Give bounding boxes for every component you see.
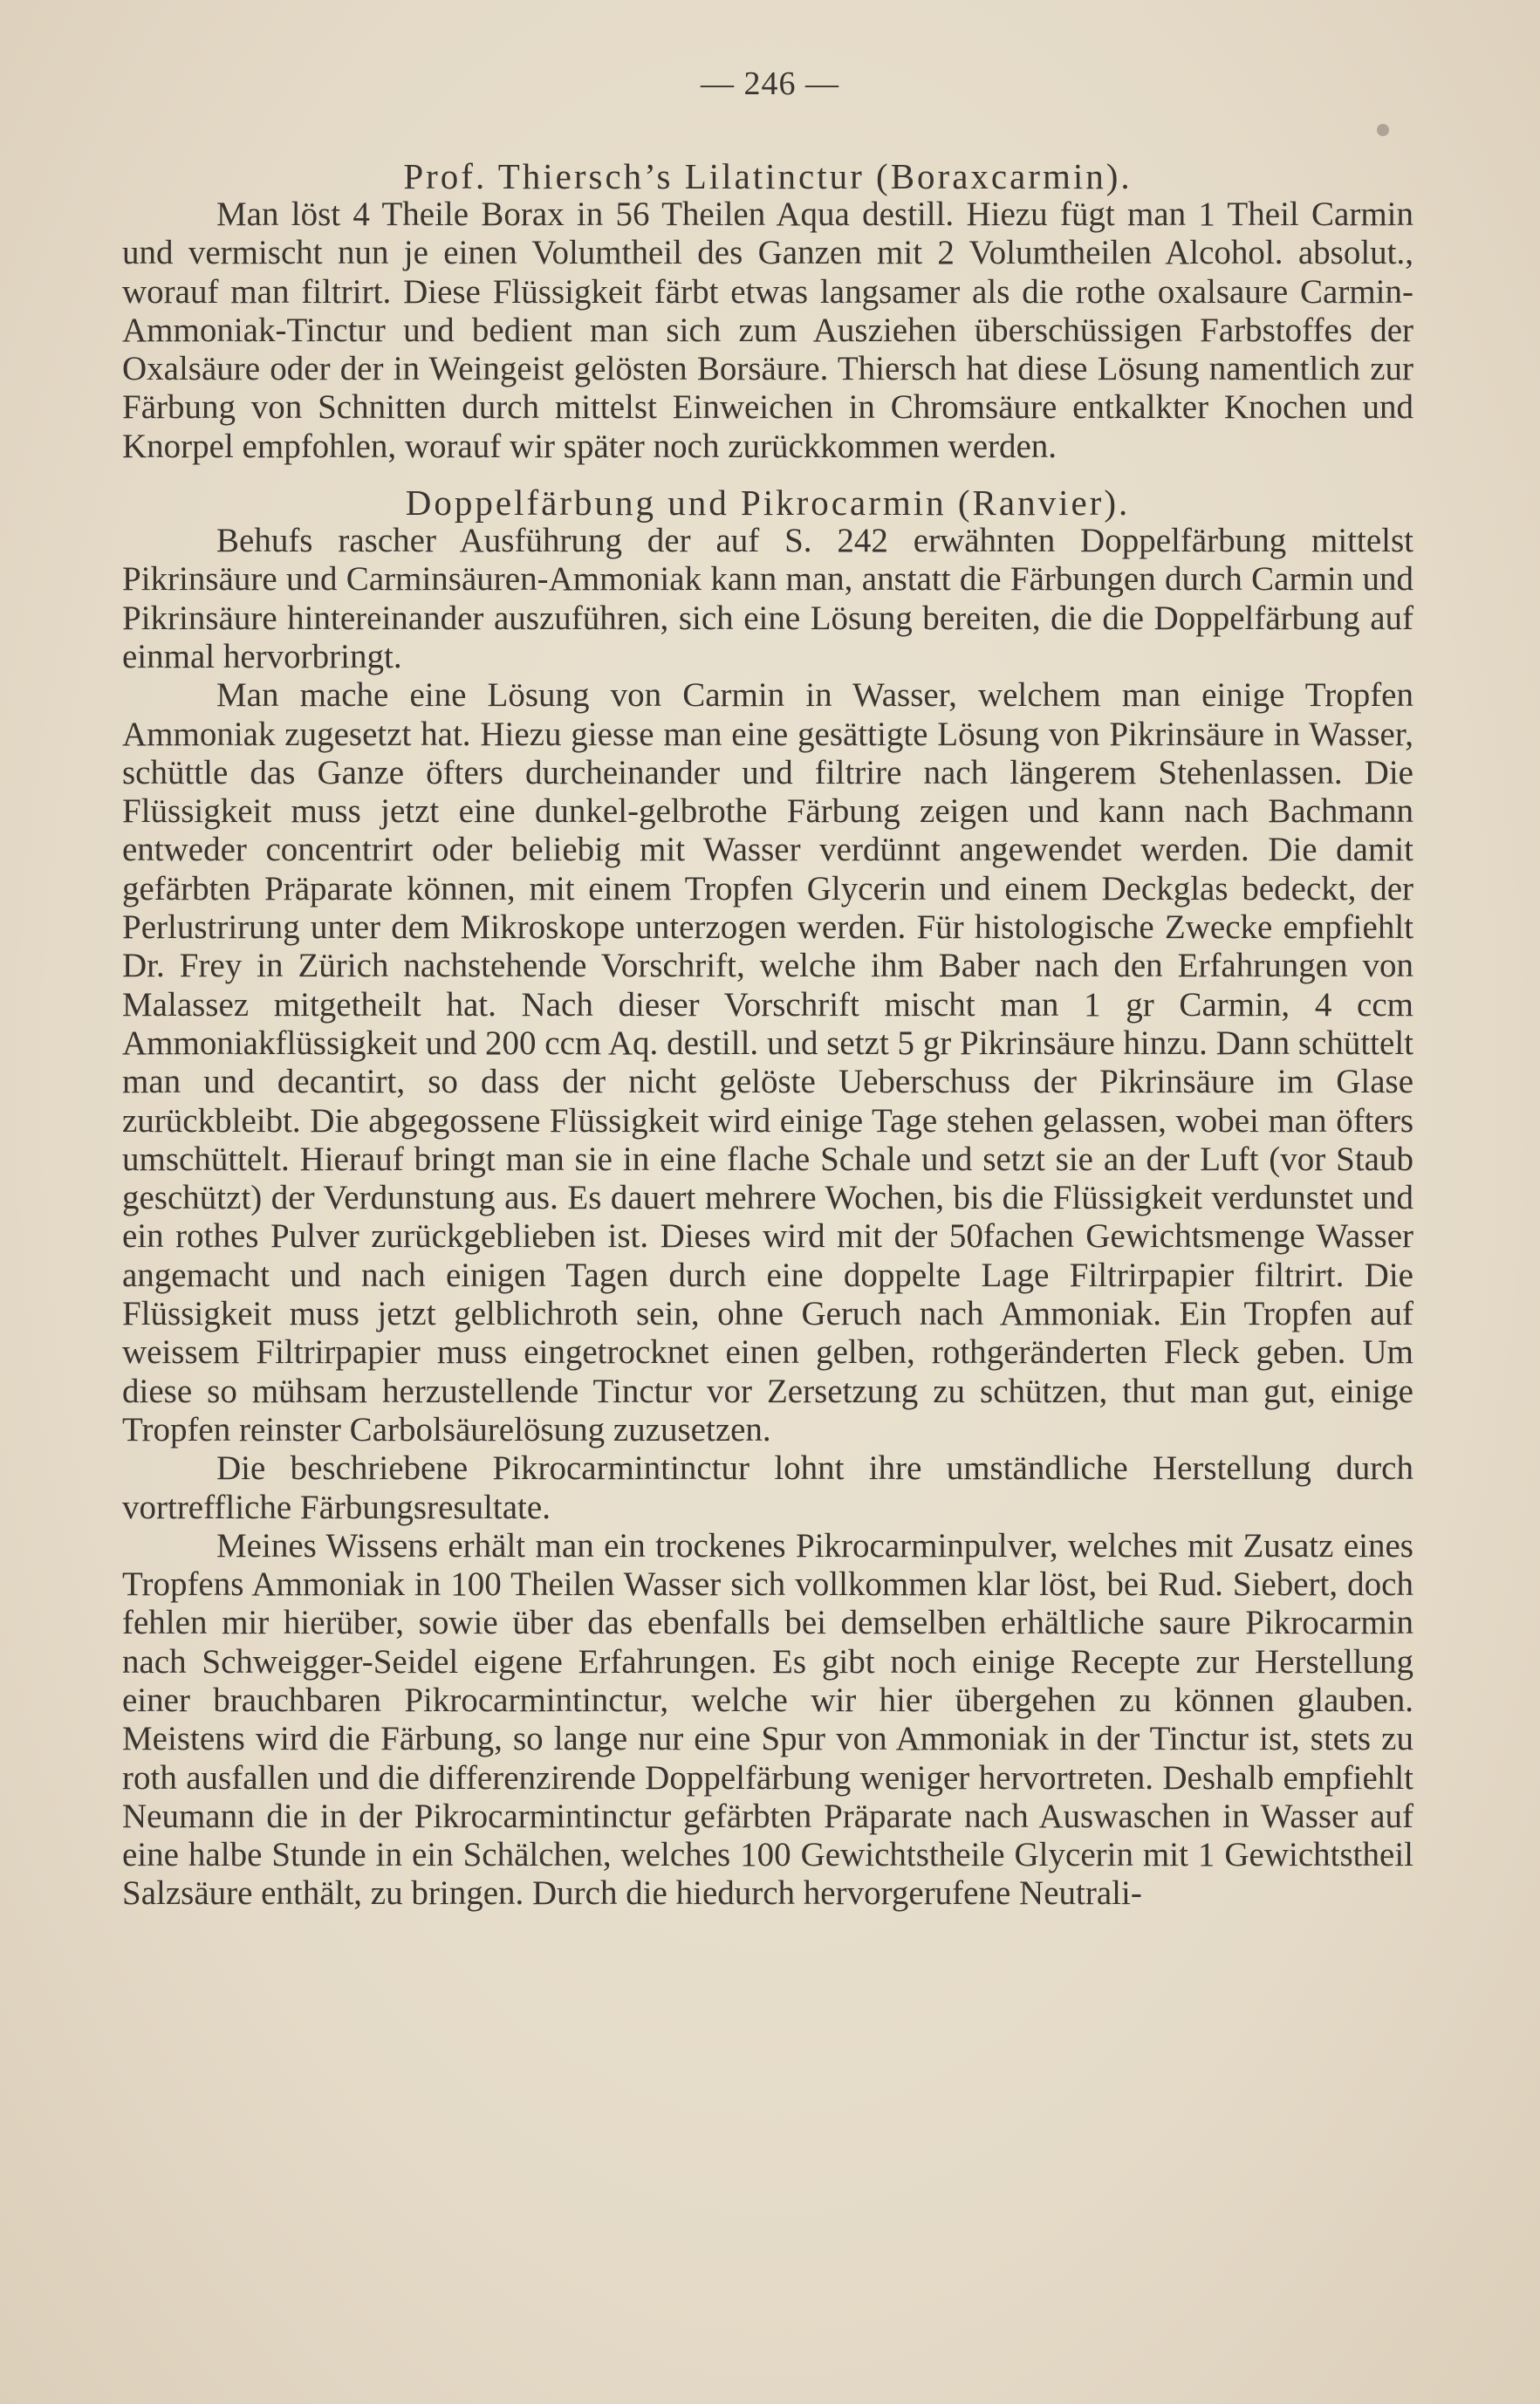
section-heading-pikrocarmin: Doppelfärbung und Pikrocarmin (Ranvier). [405, 483, 1131, 524]
paragraph-doppelfaerbung-intro: Behufs rascher Ausführung der auf S. 242 erwähnten Doppelfärbung mittelst Pikrinsäure und Carminsäuren-Ammoniak kann man, anstatt die Färbungen durch Carmin und Pikrinsäure hintereinander auszuführen, sich eine Lösung bereiten, die die Doppelfärbung auf einmal hervorbringt. [122, 522, 1413, 675]
paragraph-pikrocarmin-recipe: Man mache eine Lösung von Carmin in Wasser, welchem man einige Tropfen Ammoniak zugesetzt hat. Hiezu giesse man eine gesättigte Lösung von Pikrinsäure in Wasser, schüttle das Ganze öfters durcheinander und filtrire nach längerem Stehenlassen. Die Flüssigkeit muss jetzt eine dunkel-gelbrothe Färbung zeigen und kann nach Bachmann entweder concentrirt oder beliebig mit Wasser verdünnt angewendet werden. Die damit gefärbten Präparate können, mit einem Tropfen Glycerin und einem Deckglas bedeckt, der Perlustrirung unter dem Mikroskope unterzogen werden. Für histologische Zwecke empfiehlt Dr. Frey in Zürich nachstehende Vorschrift, welche ihm Baber nach den Erfahrungen von Malassez mitgetheilt hat. Nach dieser Vorschrift mischt man 1 gr Carmin, 4 ccm Ammoniakflüssigkeit und 200 ccm Aq. destill. und setzt 5 gr Pikrinsäure hinzu. Dann schüttelt man und decantirt, so dass der nicht gelöste Ueberschuss der Pikrinsäure im Glase zurückbleibt. Die abgegossene Flüssigkeit wird einige Tage stehen gelassen, wobei man öfters umschüttelt. Hierauf bringt man sie in eine flache Schale und setzt sie an der Luft (vor Staub geschützt) der Verdunstung aus. Es dauert mehrere Wochen, bis die Flüssigkeit verdunstet und ein rothes Pulver zurückgeblieben ist. Dieses wird mit der 50fachen Gewichtsmenge Wasser angemacht und nach einigen Tagen durch eine doppelte Lage Filtrirpapier filtrirt. Die Flüssigkeit muss jetzt gelblichroth sein, ohne Geruch nach Ammoniak. Ein Tropfen auf weissem Filtrirpapier muss eingetrocknet einen gelben, rothgeränderten Fleck geben. Um diese so mühsam herzustellende Tinctur vor Zersetzung zu schützen, thut man gut, einige Tropfen reinster Carbolsäurelösung zuzusetzen. [122, 676, 1413, 1449]
text-column [122, 157, 1413, 1914]
paragraph-pikrocarmin-powder: Meines Wissens erhält man ein trockenes Pikrocarminpulver, welches mit Zusatz eines Tropfens Ammoniak in 100 Theilen Wasser sich vollkommen klar löst, bei Rud. Siebert, doch fehlen mir hierüber, sowie über das ebenfalls bei demselben erhältliche saure Pikrocarmin nach Schweigger-Seidel eigene Erfahrungen. Es gibt noch einige Recepte zur Herstellung einer brauchbaren Pikrocarmintinctur, welche wir hier übergehen zu können glauben. Meistens wird die Färbung, so lange nur eine Spur von Ammoniak in der Tinctur ist, stets zu roth ausfallen und die differenzirende Doppelfärbung weniger hervortreten. Deshalb empfiehlt Neumann die in der Pikrocarmintinctur gefärbten Präparate nach Auswaschen in Wasser auf eine halbe Stunde in ein Schälchen, welches 100 Gewichtstheile Glycerin mit 1 Gewichtstheil Salzsäure enthält, zu bringen. Durch die hiedurch hervorgerufene Neutrali- [122, 1526, 1413, 1913]
paragraph-pikrocarmin-result: Die beschriebene Pikrocarmintinctur lohnt ihre umständliche Herstellung durch vortreffliche Färbungsresultate. [122, 1449, 1413, 1526]
paragraph-boraxcarmin: Man löst 4 Theile Borax in 56 Theilen Aqua destill. Hiezu fügt man 1 Theil Carmin und vermischt nun je einen Volumtheil des Ganzen mit 2 Volumtheilen Alcohol. absolut., worauf man filtrirt. Diese Flüssigkeit färbt etwas langsamer als die rothe oxalsaure Carmin-Ammoniak-Tinctur und bedient man sich zum Ausziehen überschüssigen Farbstoffes der Oxalsäure oder der in Weingeist gelösten Borsäure. Thiersch hat diese Lösung namentlich zur Färbung von Schnitten durch mittelst Einweichen in Chromsäure entkalkter Knochen und Knorpel empfohlen, worauf wir später noch zurückkommen werden. [122, 195, 1413, 465]
section-heading-boraxcarmin: Prof. Thiersch’s Lilatinctur (Boraxcarmin). [403, 156, 1133, 196]
page-number: — 246 — [701, 65, 839, 102]
ink-speck [1377, 124, 1389, 136]
